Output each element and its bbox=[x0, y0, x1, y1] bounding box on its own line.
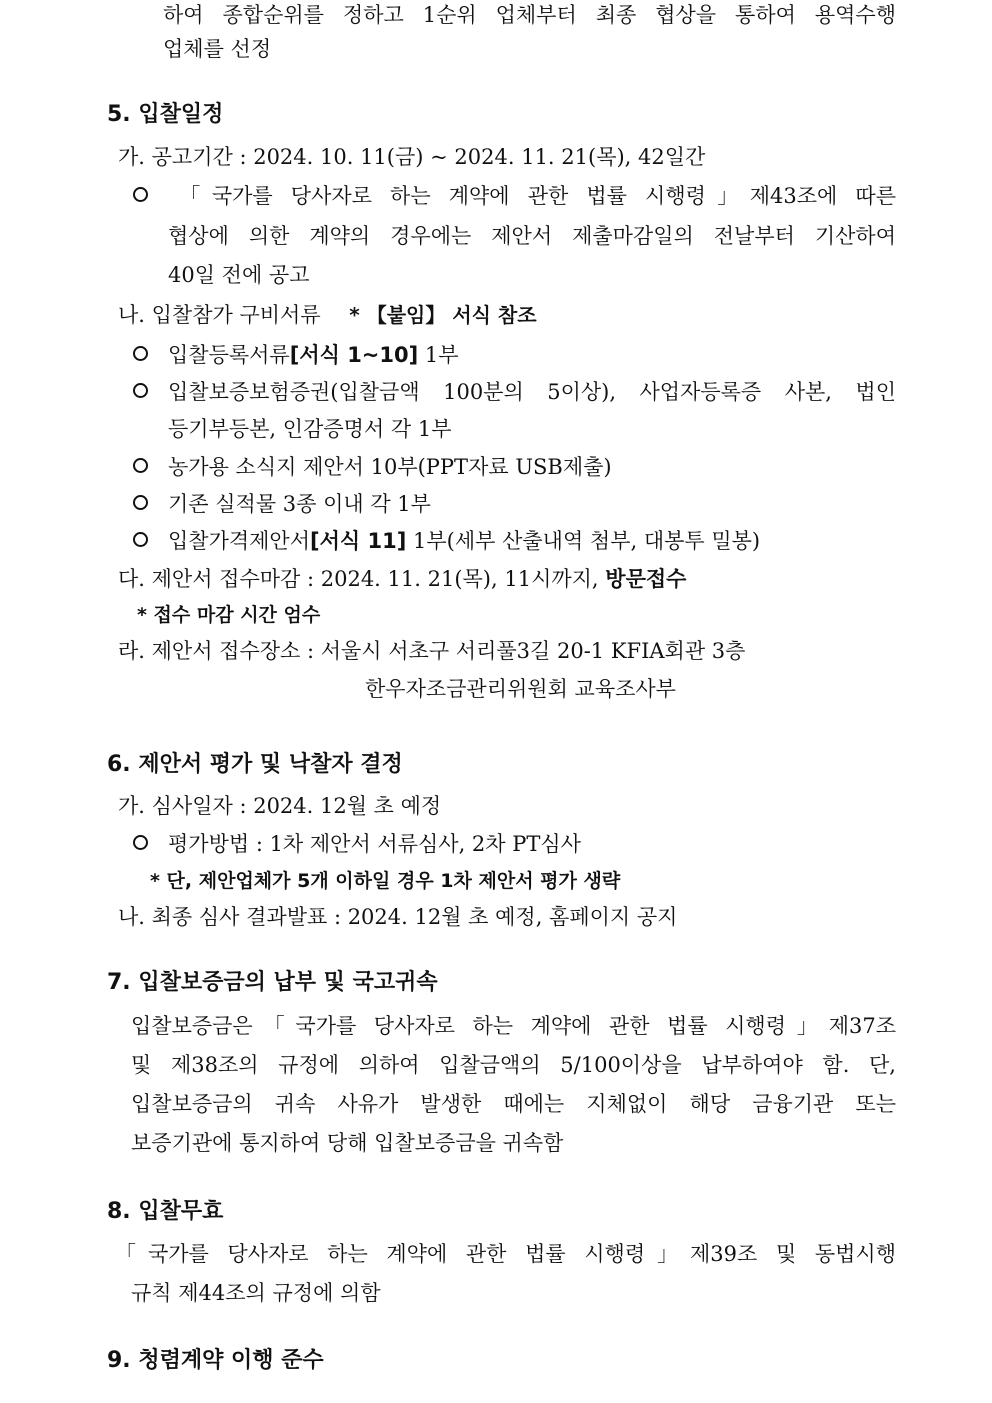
s5-ga-bullet-line-3: 40일 전에 공고 bbox=[168, 263, 310, 287]
s5-na-bullet-2-line-1: 입찰보증보험증권(입찰금액 100분의 5이상), 사업자등록증 사본, 법인 bbox=[133, 377, 896, 407]
bullet-circle-icon bbox=[133, 495, 148, 510]
s5-na-bullet-1: 입찰등록서류[서식 1~10] 1부 bbox=[133, 340, 459, 370]
intro-line-1: 하여 종합순위를 정하고 1순위 업체부터 최종 협상을 통하여 용역수행 bbox=[163, 3, 896, 27]
s7-line-1: 입찰보증금은「국가를 당사자로 하는 계약에 관한 법률 시행령」제37조 bbox=[131, 1014, 896, 1038]
bullet-circle-icon bbox=[133, 187, 148, 202]
s8-line-1: 「국가를 당사자로 하는 계약에 관한 법률 시행령」제39조 및 동법시행 bbox=[115, 1242, 896, 1266]
s5-ra-label: 라. 제안서 접수장소 : 서울시 서초구 서리풀3길 20-1 KFIA회관 3층 bbox=[118, 639, 746, 663]
s5-na-ref-note: * 【붙임】 서식 참조 bbox=[349, 303, 537, 327]
s5-da-note: * 접수 마감 시간 엄수 bbox=[137, 604, 321, 626]
s5-ga-label: 가. 공고기간 : 2024. 10. 11(금) ~ 2024. 11. 21(목), 42일간 bbox=[118, 145, 706, 169]
intro-line-2: 업체를 선정 bbox=[163, 37, 272, 61]
s5-ga-bullet-line-2: 협상에 의한 계약의 경우에는 제안서 제출마감일의 전날부터 기산하여 bbox=[168, 224, 896, 248]
s5-da-label: 다. 제안서 접수마감 : 2024. 11. 21(목), 11시까지, 방문접수 bbox=[118, 567, 687, 591]
s5-na-bullet-5: 입찰가격제안서[서식 11] 1부(세부 산출내역 첨부, 대봉투 밀봉) bbox=[133, 526, 760, 556]
bullet-circle-icon bbox=[133, 532, 148, 547]
s5-na-bullet-2-line-2: 등기부등본, 인감증명서 각 1부 bbox=[168, 417, 452, 441]
s8-line-2: 규칙 제44조의 규정에 의함 bbox=[131, 1281, 381, 1305]
s7-line-2: 및 제38조의 규정에 의하여 입찰금액의 5/100이상을 납부하여야 함. 단, bbox=[131, 1053, 896, 1077]
s6-note: * 단, 제안업체가 5개 이하일 경우 1차 제안서 평가 생략 bbox=[150, 870, 621, 892]
bullet-circle-icon bbox=[133, 383, 148, 398]
bullet-circle-icon bbox=[133, 458, 148, 473]
bullet-circle-icon bbox=[133, 835, 148, 850]
s5-ra-line-2: 한우자조금관리위원회 교육조사부 bbox=[365, 677, 676, 701]
s7-line-4: 보증기관에 통지하여 당해 입찰보증금을 귀속함 bbox=[131, 1131, 564, 1155]
s5-ga-bullet-line-1: 「국가를 당사자로 하는 계약에 관한 법률 시행령」제43조에 따른 bbox=[133, 181, 896, 211]
s6-ga-bullet: 평가방법 : 1차 제안서 서류심사, 2차 PT심사 bbox=[133, 829, 581, 859]
section-7-heading: 7. 입찰보증금의 납부 및 국고귀속 bbox=[107, 970, 438, 995]
s5-na-bullet-4: 기존 실적물 3종 이내 각 1부 bbox=[133, 489, 431, 519]
s5-na-bullet-3: 농가용 소식지 제안서 10부(PPT자료 USB제출) bbox=[133, 452, 612, 482]
s5-na-label-text: 나. 입찰참가 구비서류 bbox=[118, 303, 321, 327]
s6-na-label: 나. 최종 심사 결과발표 : 2024. 12월 초 예정, 홈페이지 공지 bbox=[118, 905, 678, 929]
s5-na-label bbox=[118, 300, 537, 330]
bullet-circle-icon bbox=[133, 346, 148, 361]
s7-line-3: 입찰보증금의 귀속 사유가 발생한 때에는 지체없이 해당 금융기관 또는 bbox=[131, 1092, 896, 1116]
s6-ga-label: 가. 심사일자 : 2024. 12월 초 예정 bbox=[118, 794, 442, 818]
section-8-heading: 8. 입찰무효 bbox=[107, 1199, 224, 1224]
section-6-heading: 6. 제안서 평가 및 낙찰자 결정 bbox=[107, 752, 403, 777]
section-9-heading: 9. 청렴계약 이행 준수 bbox=[107, 1348, 324, 1373]
section-5-heading: 5. 입찰일정 bbox=[107, 102, 224, 127]
